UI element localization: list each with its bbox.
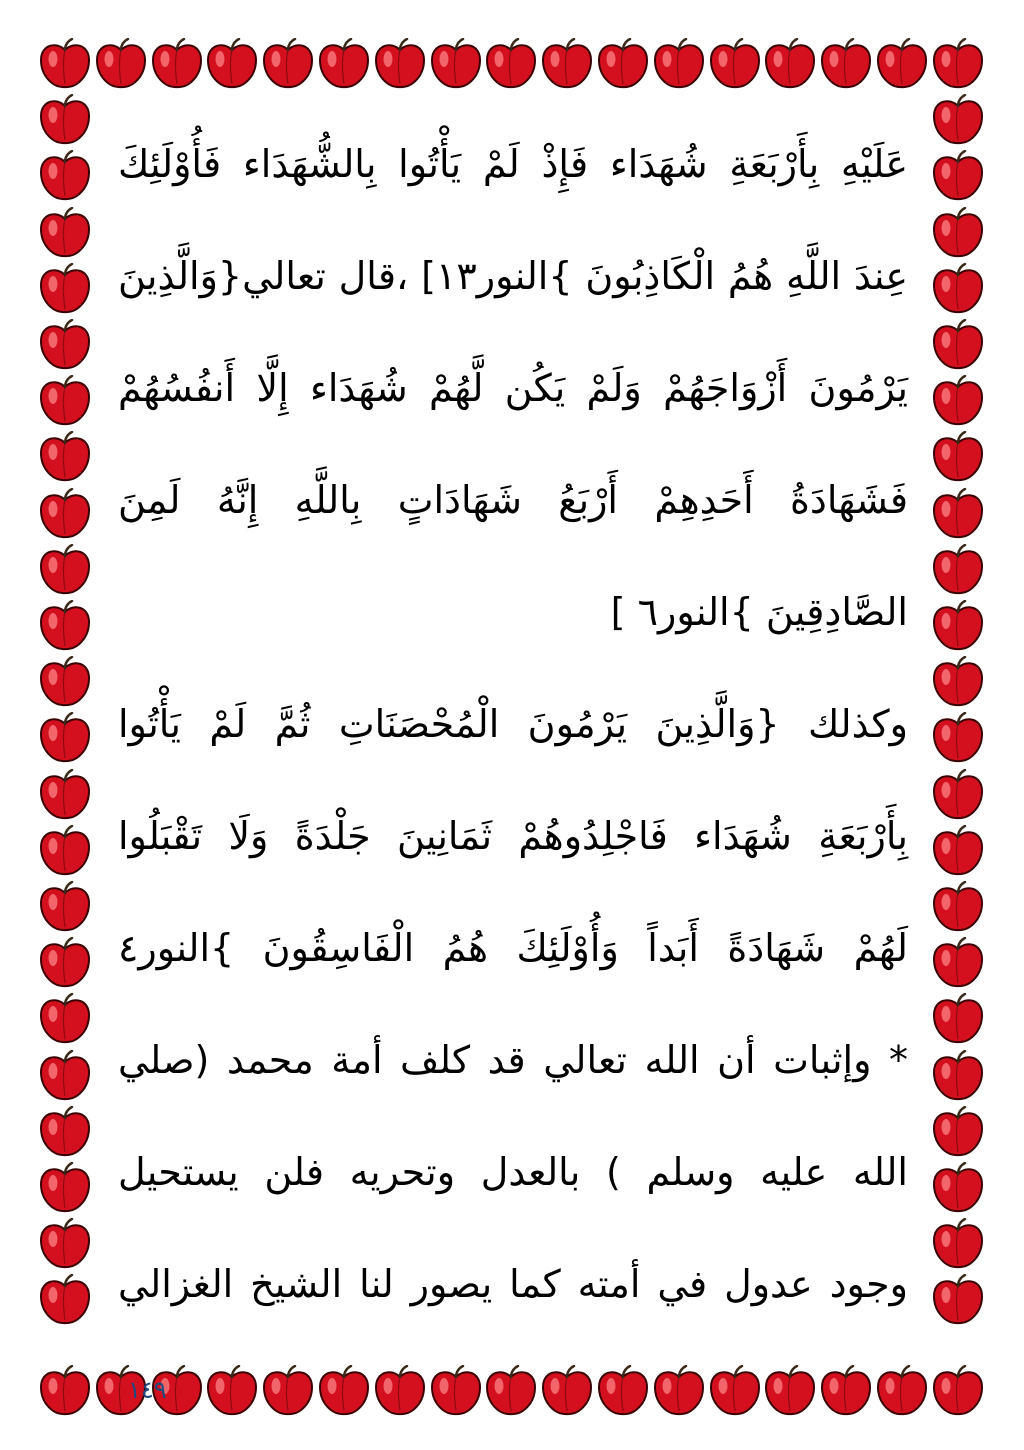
body-line: فَشَهَادَةُ أَحَدِهِمْ أَرْبَعُ شَهَادَاتٍ بِاللَّهِ إِنَّهُ لَمِنَ [118,478,908,522]
apple-icon [38,263,92,315]
apple-icon [708,1365,762,1417]
apple-icon [38,881,92,933]
body-line: وكذلك {وَالَّذِينَ يَرْمُونَ الْمُحْصَنَاتِ ثُمَّ لَمْ يَأْتُوا [118,702,908,746]
apple-icon [931,263,985,315]
apple-icon [38,769,92,821]
apple-icon [38,993,92,1045]
body-line: الله عليه وسلم ) بالعدل وتحريه فلن يستحيل [118,1150,908,1194]
apple-icon [931,375,985,427]
apple-icon [931,1050,985,1102]
apple-icon [317,1365,371,1417]
apple-icon [875,38,929,90]
apple-icon [875,1365,929,1417]
apple-icon [373,1365,427,1417]
apple-icon [596,38,650,90]
body-line: وجود عدول في أمته كما يصور لنا الشيخ الغزالي [118,1262,908,1306]
apple-icon [931,207,985,259]
apple-icon [38,375,92,427]
apple-icon [931,1274,985,1326]
apple-icon [38,1106,92,1158]
apple-icon [484,38,538,90]
apple-icon [931,38,985,90]
apple-icon [931,937,985,989]
apple-icon [38,1365,92,1417]
apple-icon [931,769,985,821]
apple-icon [819,1365,873,1417]
apple-icon [484,1365,538,1417]
apple-icon [708,38,762,90]
apple-icon [38,488,92,540]
apple-icon [38,1162,92,1214]
apple-icon [38,431,92,483]
apple-icon [38,1050,92,1102]
apple-icon [317,38,371,90]
apple-icon [819,38,873,90]
apple-icon [38,207,92,259]
apple-icon [150,38,204,90]
apple-icon [931,600,985,652]
apple-icon [38,1274,92,1326]
apple-icon [38,712,92,764]
apple-icon [261,1365,315,1417]
apple-icon [931,881,985,933]
apple-icon [38,1218,92,1270]
apple-icon [931,488,985,540]
apple-icon [38,38,92,90]
apple-icon [652,1365,706,1417]
body-line: * وإثبات أن الله تعالي قد كلف أمة محمد (صلي [118,1038,908,1082]
body-line: الصَّادِقِينَ }النور٦ ] [610,590,908,634]
apple-icon [931,431,985,483]
apple-icon [373,38,427,90]
body-line: بِأَرْبَعَةِ شُهَدَاء فَاجْلِدُوهُمْ ثَمَانِينَ جَلْدَةً وَلَا تَقْبَلُوا [118,814,908,858]
apple-icon [38,150,92,202]
body-line: يَرْمُونَ أَزْوَاجَهُمْ وَلَمْ يَكُن لَّهُمْ شُهَدَاء إِلَّا أَنفُسُهُمْ [118,366,908,410]
apple-icon [931,94,985,146]
apple-icon [38,319,92,371]
apple-icon [931,150,985,202]
body-line: عَلَيْهِ بِأَرْبَعَةِ شُهَدَاء فَإِذْ لَمْ يَأْتُوا بِالشُّهَدَاء فَأُوْلَئِكَ [118,142,908,186]
apple-icon [931,1106,985,1158]
apple-icon [205,1365,259,1417]
page-body [118,118,908,1350]
apple-icon [931,1218,985,1270]
apple-icon [931,993,985,1045]
apple-icon [596,1365,650,1417]
apple-icon [429,1365,483,1417]
body-line: عِندَ اللَّهِ هُمُ الْكَاذِبُونَ }النور١٣] ،قال تعالي{وَالَّذِينَ [118,254,908,298]
apple-icon [931,712,985,764]
apple-icon [261,38,315,90]
apple-icon [38,600,92,652]
apple-icon [205,38,259,90]
apple-icon [540,38,594,90]
apple-icon [94,38,148,90]
apple-icon [540,1365,594,1417]
apple-icon [763,1365,817,1417]
apple-icon [931,656,985,708]
apple-icon [429,38,483,90]
apple-icon [38,937,92,989]
apple-icon [763,38,817,90]
body-line: لَهُمْ شَهَادَةً أَبَداً وَأُوْلَئِكَ هُمُ الْفَاسِقُونَ }النور٤ [118,926,908,970]
apple-icon [38,656,92,708]
page-number: ١٤٩ [128,1376,167,1404]
apple-icon [652,38,706,90]
apple-icon [931,319,985,371]
apple-icon [931,1365,985,1417]
apple-icon [38,544,92,596]
apple-icon [38,94,92,146]
apple-icon [931,544,985,596]
apple-icon [931,825,985,877]
apple-icon [931,1162,985,1214]
apple-icon [38,825,92,877]
